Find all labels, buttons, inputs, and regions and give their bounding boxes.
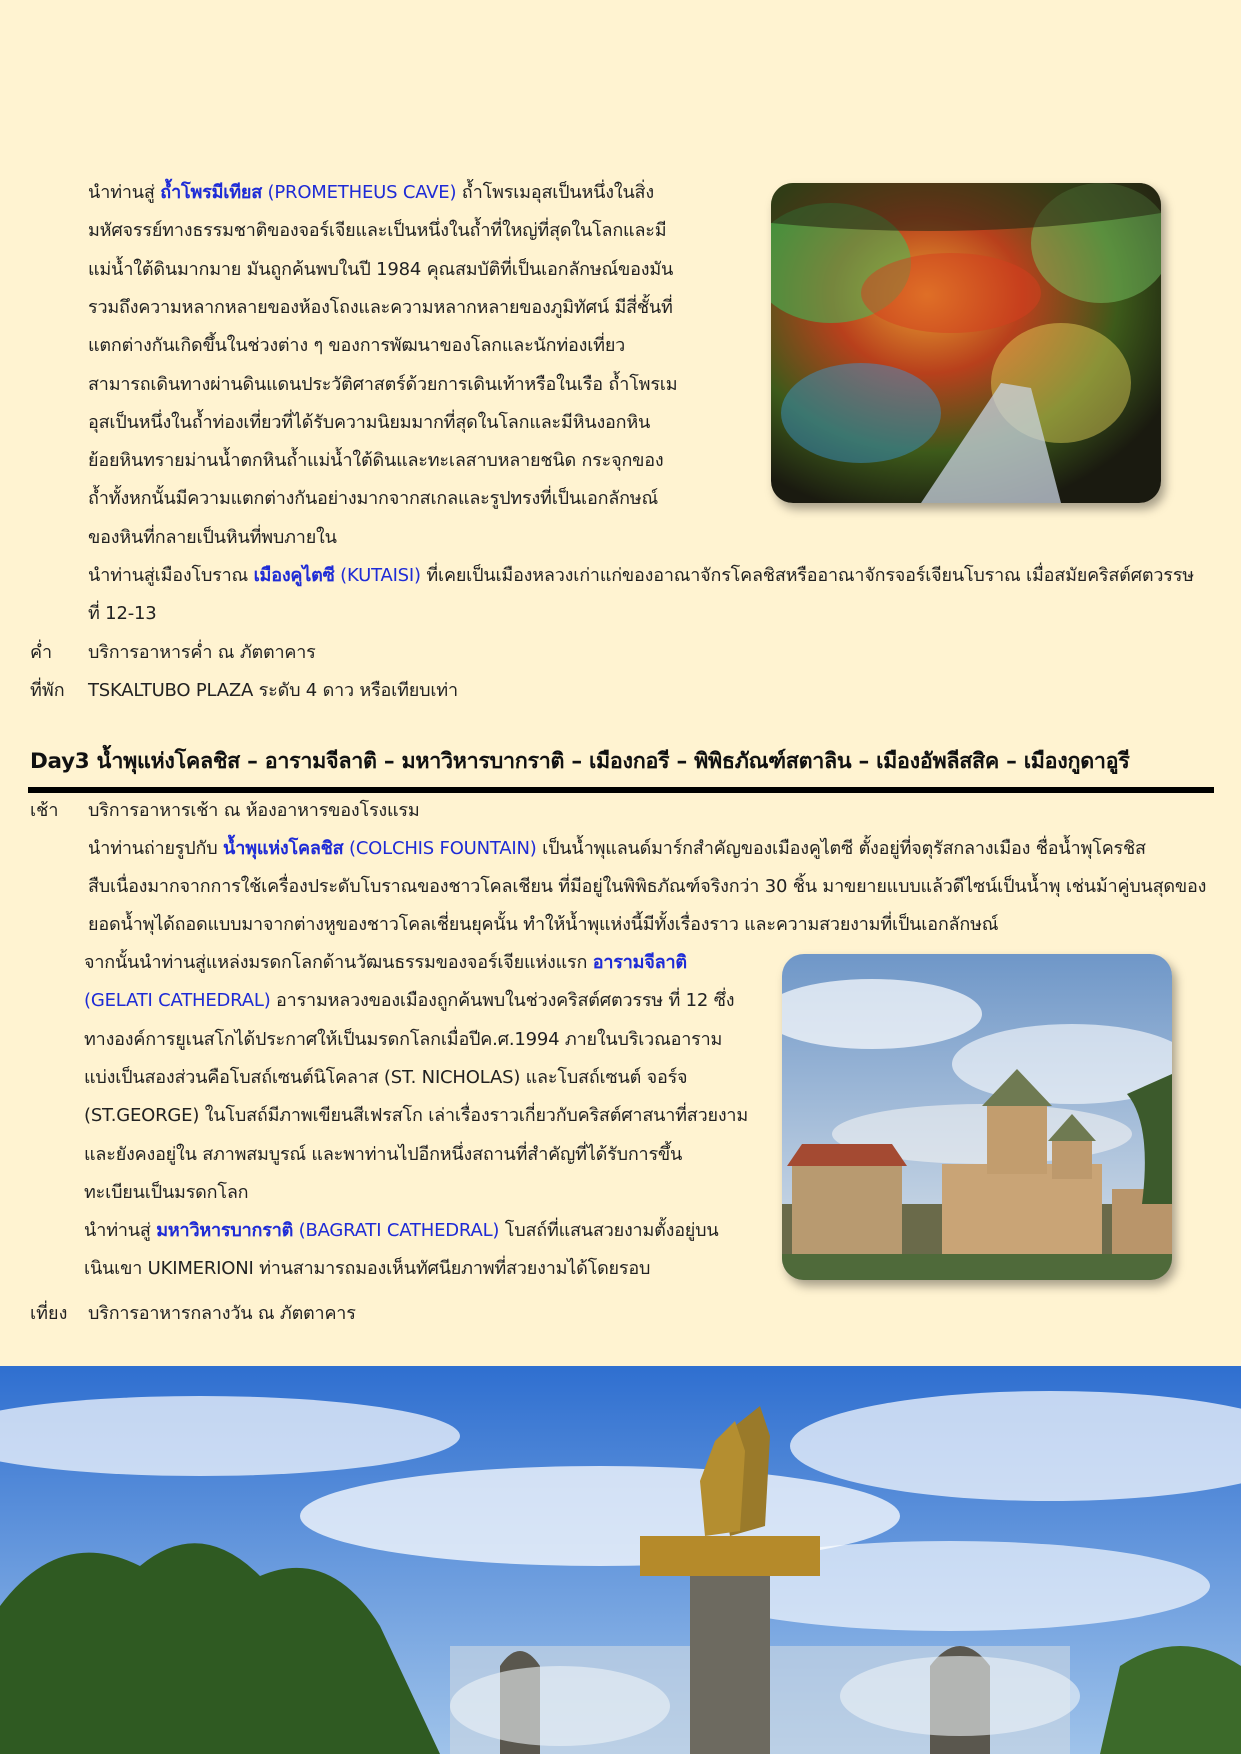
- highlight-place-name-en: (GELATI CATHEDRAL): [84, 990, 271, 1012]
- day3-heading: Day3 น้ำพุแห่งโคลชิส – อารามจีลาติ – มหาวิหารบากราติ – เมืองกอรี – พิพิธภัณฑ์สตาลิน – เมืองอัพลีสสิค – เมืองกูดาอูรี: [30, 749, 1130, 774]
- text-line: [88, 174, 654, 212]
- highlight-place-name: น้ำพุแห่งโคลชิส: [222, 838, 344, 859]
- text-segment: โบสถ์ที่แสนสวยงามตั้งอยู่บน: [499, 1220, 719, 1242]
- highlight-place-name-en: (COLCHIS FOUNTAIN): [343, 838, 537, 859]
- text-line: [88, 830, 1146, 868]
- text-segment: นำท่านสู่เมืองโบราณ: [88, 565, 254, 586]
- hotel-label: ที่พัก: [30, 680, 65, 701]
- text-line: ย้อยหินทรายม่านน้ำตกหินถ้ำแม่น้ำใต้ดินและทะเลสาบหลายชนิด กระจุกของ: [88, 450, 664, 472]
- text-line: แบ่งเป็นสองส่วนคือโบสถ์เซนต์นิโคลาส (ST. NICHOLAS) และโบสถ์เซนต์ จอร์จ: [84, 1066, 688, 1088]
- lunch-text: บริการอาหารกลางวัน ณ ภัตตาคาร: [88, 1303, 356, 1324]
- prometheus-cave-photo: [771, 183, 1161, 503]
- breakfast-label: เช้า: [30, 800, 59, 821]
- hotel-text: TSKALTUBO PLAZA ระดับ 4 ดาว หรือเทียบเท่า: [88, 680, 458, 701]
- text-line: ยอดน้ำพุได้ถอดแบบมาจากต่างหูของชาวโคลเชี่ยนยุคนั้น ทำให้น้ำพุแห่งนี้มีทั้งเรื่องราว และความสวยงามที่เป็นเอกลักษณ์: [88, 914, 999, 935]
- text-segment: ที่เคยเป็นเมืองหลวงเก่าแก่ของอาณาจักรโคลชิสหรืออาณาจักรจอร์เจียนโบราณ เมื่อสมัยคริสต์ศตวรรษ: [420, 565, 1194, 586]
- text-line: สามารถเดินทางผ่านดินแดนประวัติศาสตร์ด้วยการเดินเท้าหรือในเรือ ถ้ำโพรเม: [88, 373, 678, 395]
- text-line: [88, 557, 1194, 595]
- text-line: เนินเขา UKIMERIONI ท่านสามารถมองเห็นทัศนียภาพที่สวยงามได้โดยรอบ: [84, 1258, 651, 1280]
- text-line: ถ้ำทั้งหกนั้นมีความแตกต่างกันอย่างมากจากสเกลและรูปทรงที่เป็นเอกลักษณ์: [88, 488, 658, 510]
- text-line: ทะเบียนเป็นมรดกโลก: [84, 1181, 249, 1203]
- highlight-place-name-en: (BAGRATI CATHEDRAL): [293, 1220, 500, 1242]
- text-line: ที่ 12-13: [88, 603, 157, 625]
- text-line: อุสเป็นหนึ่งในถ้ำท่องเที่ยวที่ได้รับความนิยมมากที่สุดในโลกและมีหินงอกหิน: [88, 411, 651, 433]
- highlight-place-name: อารามจีลาติ: [592, 952, 687, 973]
- text-segment: นำท่านสู่: [88, 182, 161, 203]
- highlight-place-name: เมืองคูไตซี: [253, 565, 335, 586]
- text-segment: เป็นน้ำพุแลนด์มาร์กสำคัญของเมืองคูไตซี ตั้งอยู่ที่จตุรัสกลางเมือง ชื่อน้ำพุโครชิส: [536, 838, 1146, 859]
- text-line: แม่น้ำใต้ดินมากมาย มันถูกค้นพบในปี 1984 คุณสมบัติที่เป็นเอกลักษณ์ของมัน: [88, 258, 674, 280]
- highlight-place-name: ถ้ำโพรมีเทียส: [160, 182, 263, 203]
- lunch-label: เที่ยง: [30, 1303, 68, 1324]
- colchis-fountain-photo: [0, 1366, 1241, 1754]
- highlight-place-name: มหาวิหารบากราติ: [156, 1220, 294, 1242]
- text-segment: นำท่านสู่: [84, 1220, 157, 1242]
- dinner-label: ค่ำ: [30, 642, 53, 663]
- text-segment: นำท่านถ่ายรูปกับ: [88, 838, 223, 859]
- dinner-text: บริการอาหารค่ำ ณ ภัตตาคาร: [88, 642, 316, 663]
- gelati-cathedral-photo: [782, 954, 1172, 1280]
- text-line: สืบเนื่องมากจากการใช้เครื่องประดับโบราณของชาวโคลเชียน ที่มีอยู่ในพิพิธภัณฑ์จริงกว่า 30 ชิ้น มาขยายแบบแล้วดีไซน์เป็นน้ำพุ เช่นม้าคู่บนสุดของ: [88, 876, 1207, 897]
- highlight-place-name-en: (KUTAISI): [334, 565, 421, 586]
- text-line: [84, 944, 687, 982]
- text-segment: ถ้ำโพรเมอุสเป็นหนึ่งในสิ่ง: [456, 182, 654, 203]
- text-line: [84, 1212, 718, 1250]
- text-line: [84, 982, 734, 1020]
- text-line: มหัศจรรย์ทางธรรมชาติของจอร์เจียและเป็นหนึ่งในถ้ำที่ใหญ่ที่สุดในโลกและมี: [88, 220, 667, 242]
- text-line: แตกต่างกันเกิดขึ้นในช่วงต่าง ๆ ของการพัฒนาของโลกและนักท่องเที่ยว: [88, 335, 626, 357]
- breakfast-text: บริการอาหารเช้า ณ ห้องอาหารของโรงแรม: [88, 800, 420, 821]
- text-segment: จากนั้นนำท่านสู่แหล่งมรดกโลกด้านวัฒนธรรมของจอร์เจียแห่งแรก: [84, 952, 593, 973]
- text-line: ทางองค์การยูเนสโกได้ประกาศให้เป็นมรดกโลกเมื่อปีค.ศ.1994 ภายในบริเวณอาราม: [84, 1028, 723, 1050]
- highlight-place-name-en: (PROMETHEUS CAVE): [262, 182, 457, 203]
- text-line: ของหินที่กลายเป็นหินที่พบภายใน: [88, 526, 337, 548]
- text-line: รวมถึงความหลากหลายของห้องโถงและความหลากหลายของภูมิทัศน์ มีสี่ชั้นที่: [88, 296, 673, 318]
- text-line: และยังคงอยู่ใน สภาพสมบูรณ์ และพาท่านไปอีกหนึ่งสถานที่สำคัญที่ได้รับการขึ้น: [84, 1143, 683, 1165]
- text-line: (ST.GEORGE) ในโบสถ์มีภาพเขียนสีเฟรสโก เล่าเรื่องราวเกี่ยวกับคริสต์ศาสนาที่สวยงาม: [84, 1105, 749, 1127]
- text-segment: อารามหลวงของเมืองถูกค้นพบในช่วงคริสต์ศตวรรษ ที่ 12 ซึ่ง: [270, 990, 735, 1012]
